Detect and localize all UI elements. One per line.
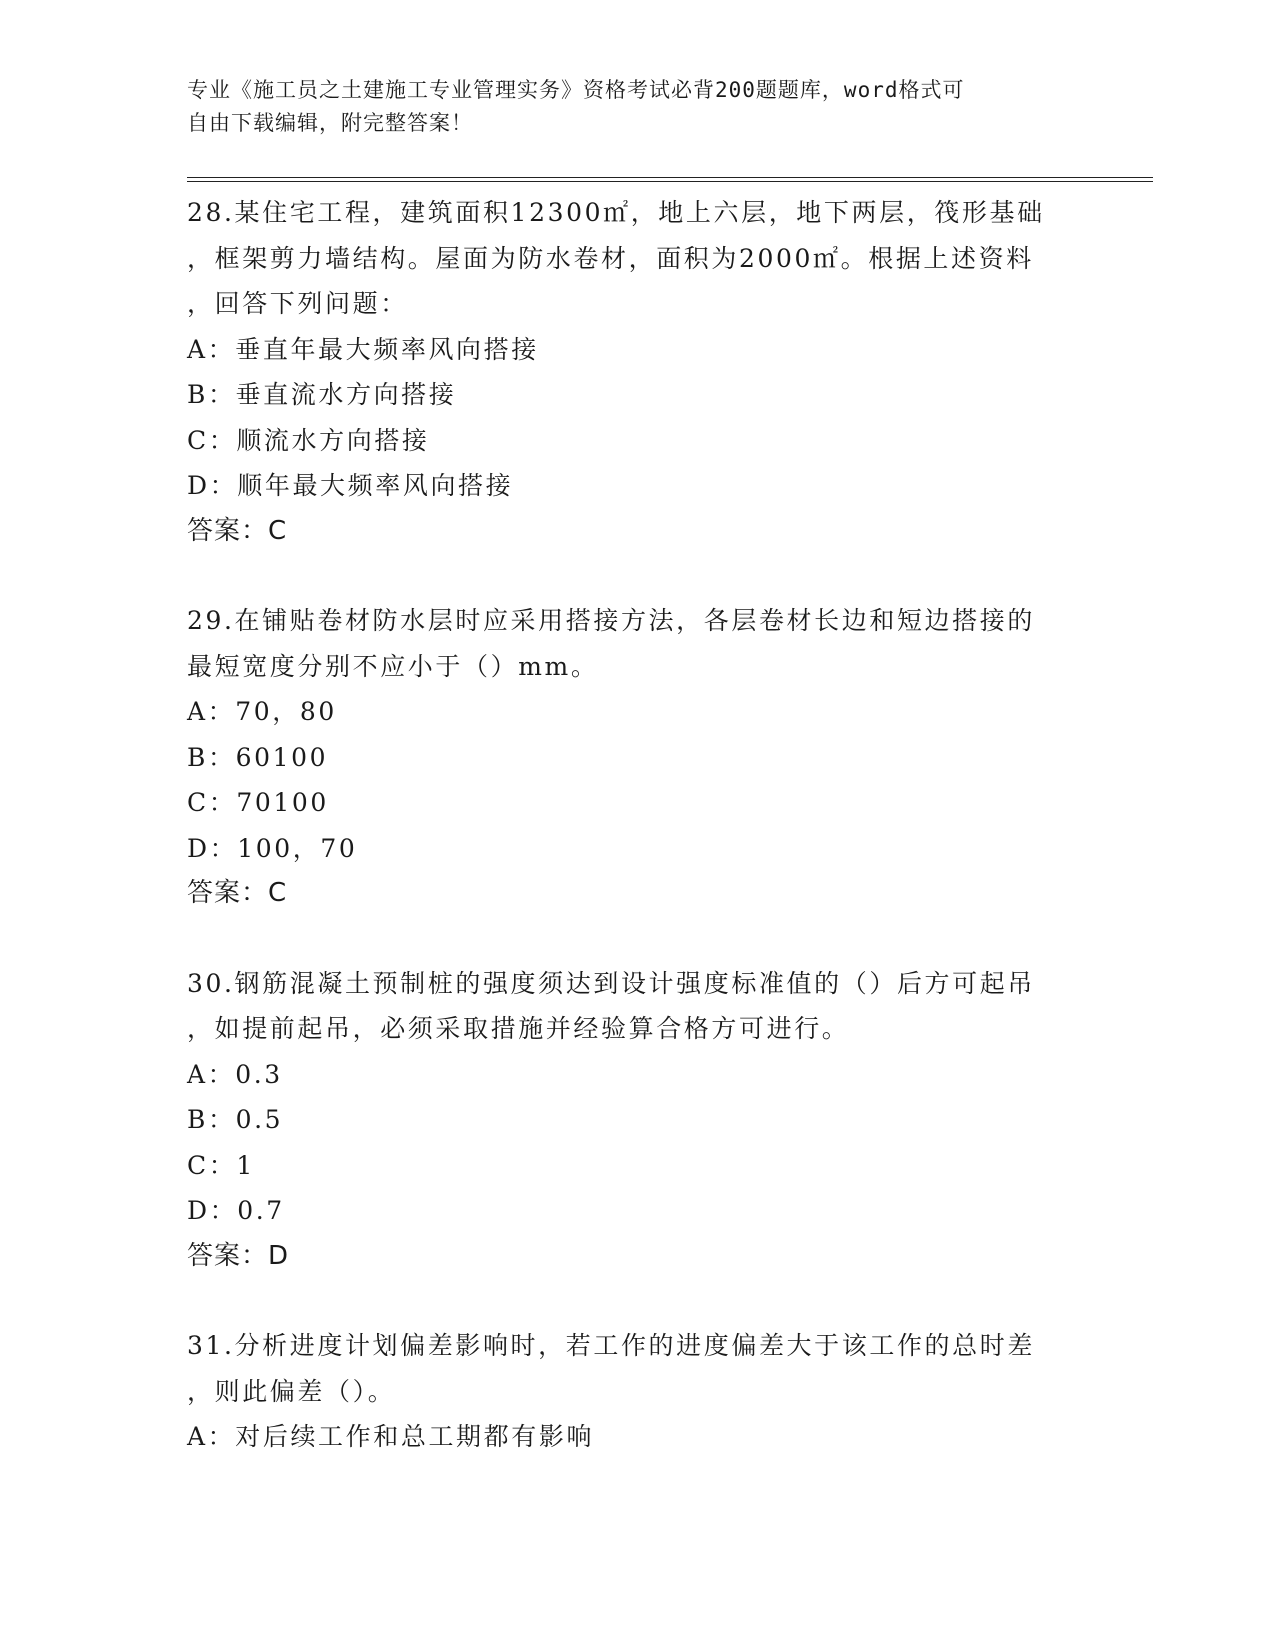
option-b: B：60100 [187,742,329,772]
option-b: B：0.5 [187,1105,284,1134]
question-text-line: ，回答下列问题： [187,289,408,318]
header-line-1: 专业《施工员之土建施工专业管理实务》资格考试必背200题题库，word格式可 [187,78,965,102]
answer-label: 答案：C [187,878,288,908]
option-a: A：70，80 [187,697,337,726]
header-divider [187,177,1153,182]
option-d: D：顺年最大频率风向搭接 [187,471,514,500]
document-header [187,74,1067,140]
question-list [187,190,1087,1460]
option-a: A：对后续工作和总工期都有影响 [187,1422,595,1451]
question-text-line: 29.在铺贴卷材防水层时应采用搭接方法，各层卷材长边和短边搭接的 [187,606,1035,635]
option-a: A：0.3 [187,1059,283,1089]
question-text-line: 28.某住宅工程，建筑面积12300㎡，地上六层，地下两层，筏形基础 [187,198,1045,227]
header-line-2: 自由下载编辑，附完整答案！ [187,111,473,135]
option-c: C：1 [187,1150,255,1180]
option-d: D：0.7 [187,1196,285,1225]
answer-label: 答案：C [187,515,288,546]
question-text-line: 31.分析进度计划偏差影响时，若工作的进度偏差大于该工作的总时差 [187,1331,1035,1360]
option-c: C：70100 [187,788,329,817]
question-30 [187,961,1087,1280]
question-text-line: ，则此偏差（）。 [187,1376,396,1406]
question-spacer [187,554,1087,598]
question-31 [187,1323,1087,1460]
question-spacer [187,917,1087,961]
question-text-line: ，如提前起吊，必须采取措施并经验算合格方可进行。 [187,1014,850,1043]
question-28 [187,190,1087,554]
option-b: B：垂直流水方向搭接 [187,380,457,409]
question-spacer [187,1279,1087,1323]
option-d: D：100，70 [187,833,358,863]
question-text-line: 30.钢筋混凝土预制桩的强度须达到设计强度标准值的（）后方可起吊 [187,968,1035,998]
question-29 [187,598,1087,917]
option-a: A：垂直年最大频率风向搭接 [187,334,539,364]
option-c: C：顺流水方向搭接 [187,425,430,455]
answer-label: 答案：D [187,1240,290,1271]
question-text-line: 最短宽度分别不应小于（）mm。 [187,651,599,681]
question-text-line: ，框架剪力墙结构。屋面为防水卷材，面积为2000㎡。根据上述资料 [187,243,1034,273]
